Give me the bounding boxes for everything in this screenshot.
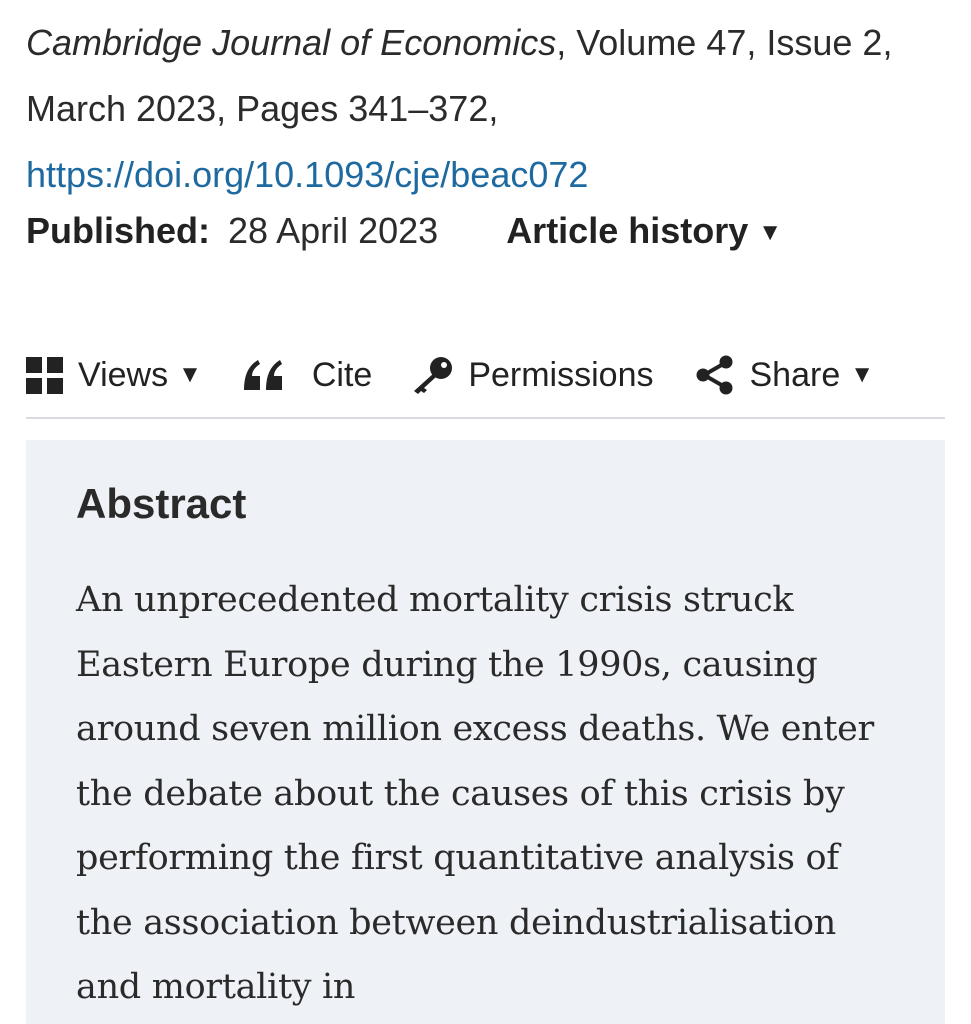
cite-button[interactable]: [242, 356, 372, 395]
share-label: Share: [749, 355, 841, 394]
journal-name[interactable]: Cambridge Journal of Economics: [26, 22, 557, 63]
article-citation: [26, 10, 956, 208]
article-history-label: Article history: [506, 210, 749, 251]
share-caret-icon: ▼: [850, 361, 874, 388]
views-button[interactable]: [26, 356, 202, 395]
article-toolbar: [26, 350, 945, 400]
caret-down-icon: ▼: [758, 219, 783, 246]
cite-label: Cite: [311, 355, 373, 394]
published-label: Published:: [26, 210, 211, 251]
grid-icon: [26, 356, 64, 394]
share-button[interactable]: [694, 355, 875, 395]
publication-row: [26, 200, 782, 264]
toolbar-divider: [26, 417, 945, 419]
abstract-body: An unprecedented mortality crisis struck Eastern Europe during the 1990s, causing around seven million excess deaths. We enter the debate about the causes of this crisis by performing the first quantitative analysis of the association between deindustrialisation and mortality in: [76, 580, 874, 1007]
share-icon: [694, 355, 734, 395]
permissions-label: Permissions: [468, 355, 654, 394]
published-date: 28 April 2023: [228, 210, 439, 251]
abstract-section: [26, 440, 945, 1024]
article-history-toggle[interactable]: [506, 210, 782, 251]
views-label: Views: [78, 355, 169, 394]
volume-issue-pages: , Volume 47, Issue 2, March 2023, Pages 341–372,: [26, 22, 893, 129]
doi-link[interactable]: https://doi.org/10.1093/cje/beac072: [26, 154, 589, 195]
permissions-button[interactable]: [412, 355, 653, 395]
key-icon: [412, 355, 454, 395]
quote-icon: [242, 358, 286, 392]
abstract-heading: Abstract: [76, 480, 247, 527]
views-caret-icon: ▼: [178, 361, 202, 388]
